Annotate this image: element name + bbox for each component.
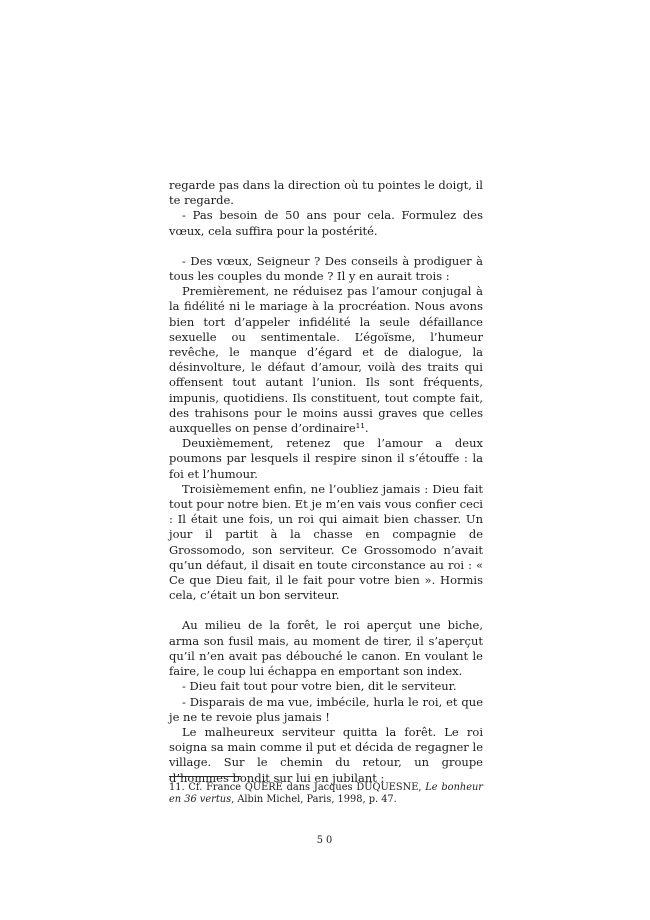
paragraph: - Des vœux, Seigneur ? Des conseils à prodiguer à tous les couples du monde ? Il y en aurait trois : — [169, 253, 483, 284]
page-number: 50 — [316, 835, 336, 846]
paragraph: Au milieu de la forêt, le roi aperçut une biche, arma son fusil mais, au moment de tirer, il s’aperçut qu’il n’en avait pas débouché le canon. En voulant le faire, le coup lui échappa en emportant son index. — [169, 618, 483, 679]
footnote-text-after: , Albin Michel, Paris, 1998, p. 47. — [231, 794, 397, 806]
paragraph: Deuxièmement, retenez que l’amour a deux poumons par lesquels il respire sinon il s’étouffe : la foi et l’humour. — [169, 436, 483, 481]
paragraph: - Pas besoin de 50 ans pour cela. Formulez des vœux, cela suffira pour la postérité. — [169, 208, 483, 238]
footnote-marker: 11. — [169, 782, 185, 793]
footnote-text: Cf. France QUÉRÉ dans Jacques DUQUESNE, — [188, 782, 426, 793]
paragraph: Troisièmement enfin, ne l’oubliez jamais : Dieu fait tout pour notre bien. Et je m’en vais vous confier ceci : Il était une fois, un roi qui aimait bien chasser. Un jour il partit à la chasse en compagnie de Grossomodo, son serviteur. Ce Grossomodo n’avait qu’un défaut, il disait en toute circonstance au roi : « Ce que Dieu fait, il le fait pour votre bien ». Hormis cela, c’était un bon serviteur. — [169, 481, 483, 603]
page-body — [169, 178, 483, 786]
footnote-book-title: Le bonheur en 36 vertus — [169, 782, 483, 806]
footnote-separator — [169, 776, 241, 777]
paragraph: - Dieu fait tout pour votre bien, dit le serviteur. — [182, 679, 457, 694]
paragraph: regarde pas dans la direction où tu pointes le doigt, il te regarde. — [169, 178, 483, 208]
paragraph: Le malheureux serviteur quitta la forêt. Le roi soigna sa main comme il put et décida de regagner le village. Sur le chemin du retour, un groupe d’hommes bondit sur lui en jubilant : — [169, 724, 483, 785]
paragraph: - Disparais de ma vue, imbécile, hurla le roi, et que je ne te revoie plus jamais ! — [169, 694, 483, 724]
footnote — [169, 782, 483, 807]
footnote-area — [169, 776, 483, 807]
paragraph: Premièrement, ne réduisez pas l’amour conjugal à la fidélité ni le mariage à la procréation. Nous avons bien tort d’appeler infidélité la seule défaillance sexuelle ou sentimentale. L’égoïsme, l’humeur revêche, le manque d’égard et de dialogue, la désinvolture, le défaut d’amour, voilà des traits qui offensent tout autant l’union. Ils sont fréquents, impunis, quotidiens. Ils constituent, tout compte fait, des trahisons pour le moins aussi graves que celles auxquelles on pense d’ordinaire¹¹. — [169, 284, 483, 436]
